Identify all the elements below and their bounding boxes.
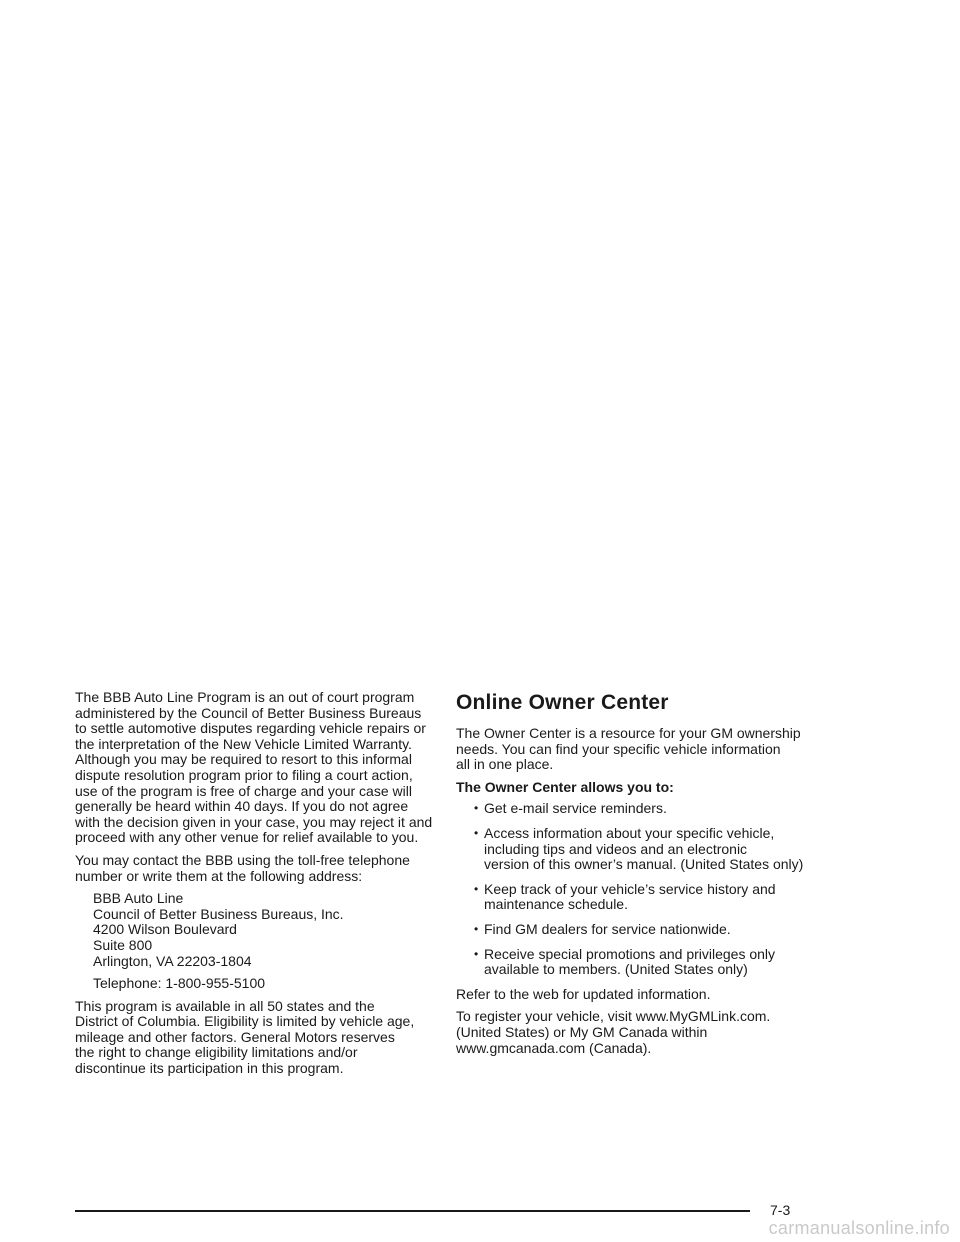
text-line: available to members. (United States only) xyxy=(484,961,748,978)
bullet-icon: • xyxy=(474,825,479,840)
owner-center-intro xyxy=(456,726,836,773)
feature-item xyxy=(456,826,836,873)
text-line: proceed with any other venue for relief available to you. xyxy=(75,829,419,846)
text-line: mileage and other factors. General Motors reserves xyxy=(75,1028,395,1045)
feature-item xyxy=(456,801,836,817)
bullet-icon: • xyxy=(474,801,479,816)
section-heading: Online Owner Center xyxy=(456,691,669,714)
bullet-icon: • xyxy=(474,921,479,936)
address-line: Suite 800 xyxy=(93,936,153,953)
text-line: (United States) or My GM Canada within xyxy=(456,1023,708,1040)
text-line: Get e-mail service reminders. xyxy=(484,800,667,817)
text-line: www.gmcanada.com (Canada). xyxy=(456,1039,652,1056)
text-line: number or write them at the following address: xyxy=(75,867,363,884)
address-line: Council of Better Business Bureaus, Inc. xyxy=(93,905,344,922)
address-line: Arlington, VA 22203-1804 xyxy=(93,952,252,969)
text-line: Although you may be required to resort to this informal xyxy=(75,751,412,768)
text-line: The Owner Center is a resource for your GM ownership xyxy=(456,725,801,741)
text-line: Find GM dealers for service nationwide. xyxy=(484,920,731,937)
text-line: To register your vehicle, visit www.MyGMLink.com. xyxy=(456,1008,771,1025)
bullet-icon: • xyxy=(474,946,479,961)
right-column xyxy=(456,690,836,1063)
text-line: Access information about your specific vehicle, xyxy=(484,824,775,841)
text-line: This program is available in all 50 states and the xyxy=(75,997,375,1014)
refer-web-text: Refer to the web for updated information. xyxy=(456,985,711,1002)
text-line: discontinue its participation in this program. xyxy=(75,1060,344,1077)
availability-paragraph xyxy=(75,999,435,1077)
text-line: dispute resolution program prior to filing a court action, xyxy=(75,766,413,783)
text-line: District of Columbia. Eligibility is limited by vehicle age, xyxy=(75,1013,415,1030)
text-line: all in one place. xyxy=(456,756,554,773)
bbb-address xyxy=(75,891,435,969)
text-line: Receive special promotions and privileges only xyxy=(484,945,776,962)
text-line: The BBB Auto Line Program is an out of court program xyxy=(75,689,415,705)
text-line: You may contact the BBB using the toll-free telephone xyxy=(75,851,410,868)
owner-center-features xyxy=(456,801,836,977)
bbb-program-paragraph xyxy=(75,690,435,846)
text-line: version of this owner’s manual. (United States only) xyxy=(484,856,804,873)
watermark: carmanualsonline.info xyxy=(768,1218,950,1238)
bbb-telephone: Telephone: 1-800-955-5100 xyxy=(93,975,266,992)
feature-item xyxy=(456,922,836,938)
left-column xyxy=(75,690,435,1084)
feature-item xyxy=(456,947,836,978)
text-line: Keep track of your vehicle’s service history and xyxy=(484,880,776,897)
text-line: administered by the Council of Better Business Bureaus xyxy=(75,704,422,721)
text-line: needs. You can find your specific vehicle information xyxy=(456,740,781,757)
bullet-icon: • xyxy=(474,881,479,896)
address-line: BBB Auto Line xyxy=(93,890,184,907)
text-line: including tips and videos and an electronic xyxy=(484,840,748,857)
text-line: use of the program is free of charge and your case will xyxy=(75,782,412,799)
text-line: maintenance schedule. xyxy=(484,896,628,913)
feature-item xyxy=(456,882,836,913)
owner-center-lead: The Owner Center allows you to: xyxy=(456,778,674,795)
footer-rule xyxy=(75,1210,750,1212)
text-line: generally be heard within 40 days. If you do not agree xyxy=(75,798,409,815)
address-line: 4200 Wilson Boulevard xyxy=(93,921,237,938)
text-line: the interpretation of the New Vehicle Limited Warranty. xyxy=(75,735,412,752)
text-line: to settle automotive disputes regarding vehicle repairs or xyxy=(75,720,426,737)
contact-paragraph xyxy=(75,853,435,884)
text-line: with the decision given in your case, you may reject it and xyxy=(75,813,433,830)
page-number: 7-3 xyxy=(770,1202,791,1218)
register-paragraph xyxy=(456,1009,836,1056)
text-line: the right to change eligibility limitations and/or xyxy=(75,1044,358,1061)
